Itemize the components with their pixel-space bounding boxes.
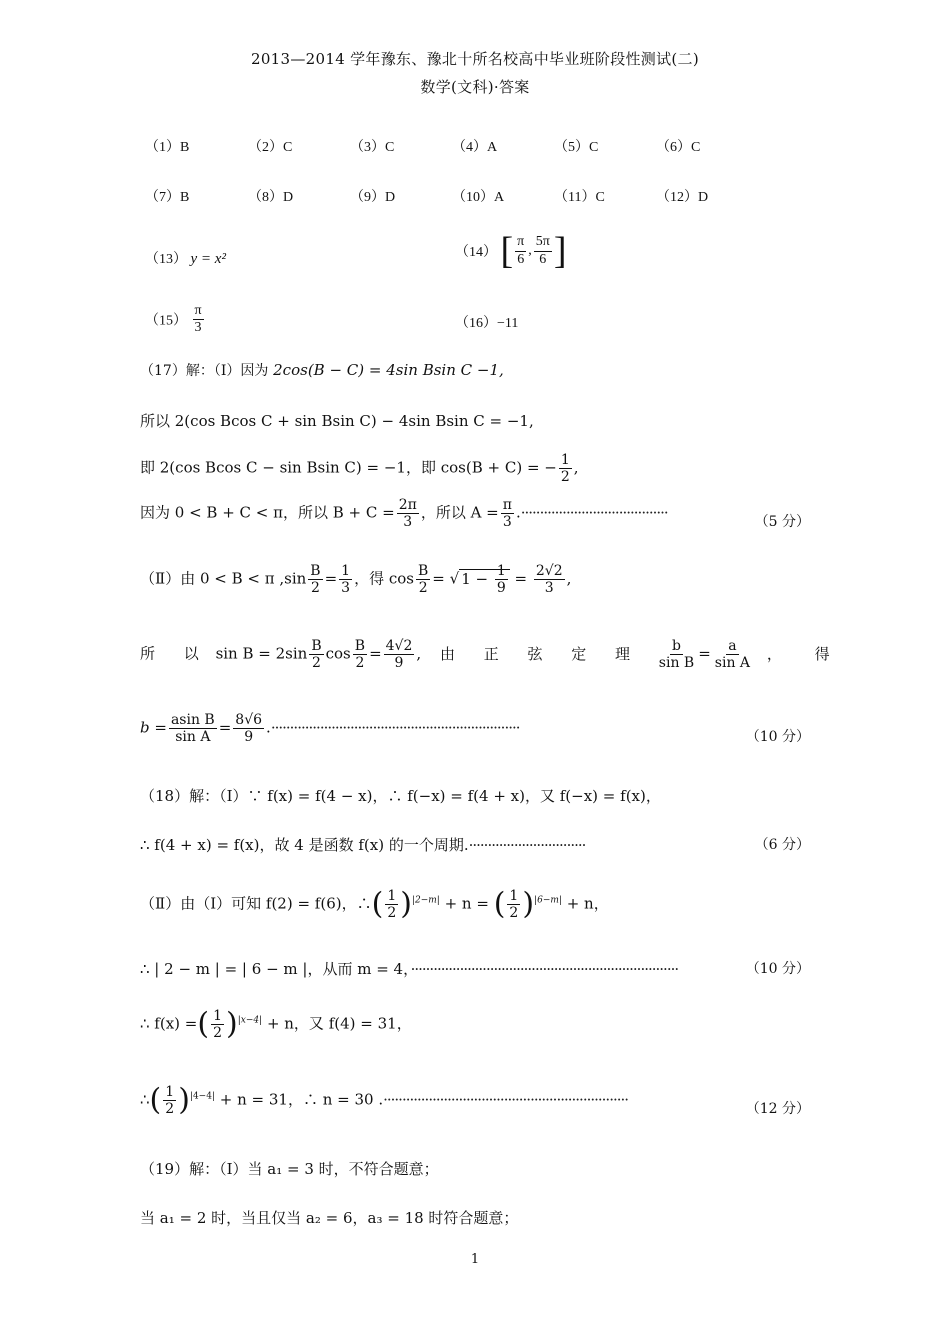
q18-line-4: ∴ | 2 − m | = | 6 − m |，从而 m = 4，······································································· [140,960,679,978]
q17-line-6: 所 以 sin B = 2sin $\frac{B}{2}$ cos $\frac{B}{2}$ = $\frac{4√2}{9}$ , 由 正 弦 定 理 $\frac{b}{\text{sin B}}$ = $\frac{a}{\text{sin A}}$ ， 得 [140,638,844,672]
mc-item: （7）B [145,190,190,205]
score-label: （5 分） [754,514,810,530]
score-label: （12 分） [745,1101,810,1117]
q19-line-2: 当 a₁ = 2 时，当且仅当 a₂ = 6，a₃ = 18 时符合题意； [140,1209,519,1227]
q18-line-1: （18）解：（Ⅰ）∵ f(x) = f(4 − x)，∴ f(−x) = f(4 + x)，又 f(−x) = f(x)， [140,787,661,805]
fill-answer-15: （15） $\frac{\pi}{3}$ [145,303,202,336]
mc-item: （1）B [145,140,190,155]
mc-item: （10）A [452,190,505,205]
page-subtitle: 数学(文科)·答案 [420,78,530,96]
score-label: （10 分） [745,961,810,977]
fill-answer-16: （16）−11 [455,316,519,331]
q18-line-5: ∴ f(x) =( $\frac{1}{2}$ )$^{|x-4|}$ + n，又 f(4) = 31， [140,1006,412,1042]
q17-line-5: （Ⅱ）由 0 < B < π ,sin $\frac{B}{2}$ = $\frac{1}{3}$ ，得 cos $\frac{B}{2}$ = √ 1 − $\frac{1}{9}$ = $\frac{2√2}{3}$ , [140,563,572,597]
score-label: （6 分） [754,837,810,853]
mc-item: （8）D [248,190,294,205]
q19-line-1: （19）解：（Ⅰ）当 a₁ = 3 时，不符合题意； [140,1160,439,1178]
mc-item: （3）C [350,140,395,155]
mc-item: （12）D [656,190,709,205]
q17-line-3: 即 2(cos Bcos C − sin Bsin C) = −1，即 cos(B + C) = − $\frac{1}{2}$ , [140,452,579,486]
mc-item: （5）C [554,140,599,155]
q17-line-2: 所以 2(cos Bcos C + sin Bsin C) − 4sin Bsin C = −1, [140,412,534,430]
q18-line-3: （Ⅱ）由（Ⅰ）可知 f(2) = f(6)，∴( $\frac{1}{2}$ )$^{|2-m|}$ + n = ( $\frac{1}{2}$ )$^{|6-m|}$ + n， [140,886,609,922]
page-number: 1 [470,1252,480,1267]
fill-answer-13: （13） y = x² [145,251,226,267]
mc-item: （6）C [656,140,701,155]
q17-line-4: 因为 0 < B + C < π，所以 B + C = $\frac{2\pi}{3}$ ，所以 A = $\frac{\pi}{3}$ .······································· [140,497,668,531]
q18-line-2: ∴ f(4 + x) = f(x)，故 4 是函数 f(x) 的一个周期.······························· [140,836,586,854]
mc-item: （2）C [248,140,293,155]
mc-item: （4）A [452,140,498,155]
q17-line-1: （17）解：（Ⅰ）因为 2cos(B − C) = 4sin Bsin C −1, [140,361,504,379]
mc-item: （11）C [554,190,605,205]
q18-line-6: ∴( $\frac{1}{2}$ )$^{|4-4|}$ + n = 31，∴ n = 30 .································································· [140,1082,629,1118]
q17-line-7: b = $\frac{\text{asin B}}{\text{sin A}}$ = $\frac{8√6}{9}$ .·································································· [140,712,520,746]
score-label: （10 分） [745,729,810,745]
fill-answer-14: （14） [ $\frac{\pi}{6}$ , $\frac{5\pi}{6}$ ] [455,230,567,272]
mc-item: （9）D [350,190,396,205]
page-title: 2013—2014 学年豫东、豫北十所名校高中毕业班阶段性测试(二) [250,50,700,68]
